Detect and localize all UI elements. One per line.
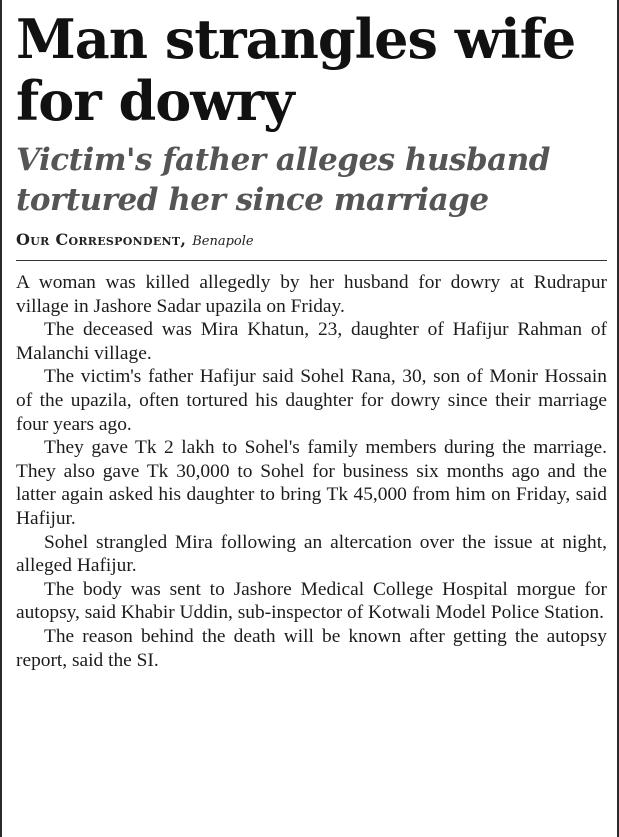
article-byline bbox=[16, 230, 607, 252]
article-headline: Man strangles wife for dowry bbox=[16, 7, 576, 133]
article-paragraph: The victim's father Hafijur said Sohel Rana, 30, son of Monir Hossain of the upazila, often tortured his daughter for dowry since their marriage four years ago. bbox=[16, 366, 607, 435]
article-subhead: Victim's father alleges husband tortured her since marriage bbox=[16, 142, 550, 218]
article-paragraph: Sohel strangled Mira following an altercation over the issue at night, alleged Hafijur. bbox=[16, 531, 607, 577]
article-paragraph: A woman was killed allegedly by her husband for dowry at Rudrapur village in Jashore Sadar upazila on Friday. bbox=[16, 272, 607, 317]
article-paragraph: The deceased was Mira Khatun, 23, daughter of Hafijur Rahman of Malanchi village. bbox=[16, 319, 607, 364]
article-paragraph: They gave Tk 2 lakh to Sohel's family members during the marriage. They also gave Tk 30,000 to Sohel for business six months ago and the latter again asked his daughter to bring Tk 45,000 from him on Friday, said Hafijur. bbox=[16, 437, 607, 529]
article-paragraph: The reason behind the death will be known after getting the autopsy report, said the SI. bbox=[16, 625, 607, 671]
byline-location: Benapole bbox=[192, 234, 254, 249]
article-body bbox=[16, 271, 607, 672]
article-paragraph: The body was sent to Jashore Medical College Hospital morgue for autopsy, said Khabir Uddin, sub-inspector of Kotwali Model Police Station. bbox=[16, 578, 607, 624]
byline-correspondent: Our Correspondent, bbox=[16, 230, 187, 249]
byline-divider bbox=[16, 260, 607, 261]
